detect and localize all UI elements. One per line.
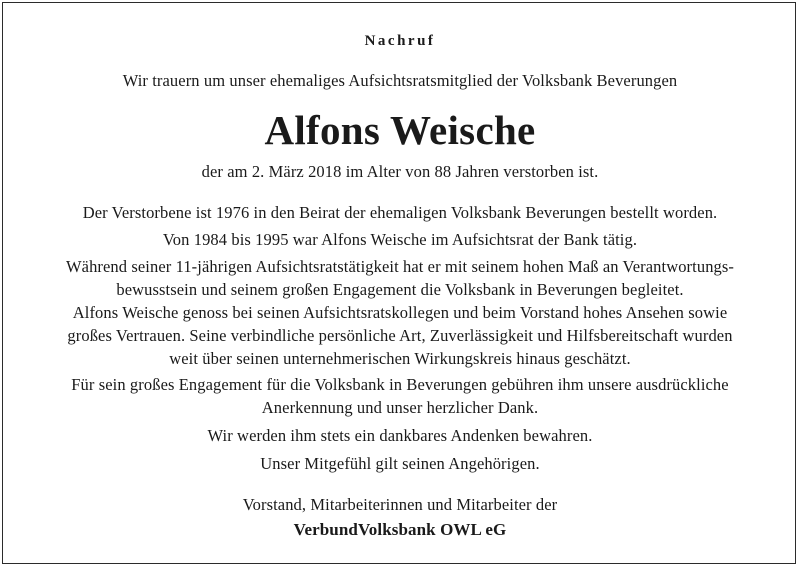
body-line: Von 1984 bis 1995 war Alfons Weische im Aufsichtsrat der Bank tätig.	[162, 230, 638, 249]
deceased-name: Alfons Weische	[264, 107, 536, 153]
organization-name: VerbundVolksbank OWL eG	[293, 520, 507, 539]
body-line: Für sein großes Engagement für die Volksbank in Beverungen gebühren ihm unsere ausdrückliche	[71, 375, 729, 394]
body-line: großes Vertrauen. Seine verbindliche persönliche Art, Zuverlässigkeit und Hilfsbereitschaft wurden	[67, 326, 733, 345]
body-line: Während seiner 11-jährigen Aufsichtsratstätigkeit hat er mit seinem hohen Maß an Verantwortungs-	[65, 257, 735, 276]
body-line: Anerkennung und unser herzlicher Dank.	[261, 398, 539, 417]
intro-text: Wir trauern um unser ehemaliges Aufsichtsratsmitglied der Volksbank Beverungen	[122, 71, 678, 90]
death-date-text: der am 2. März 2018 im Alter von 88 Jahren verstorben ist.	[201, 162, 599, 181]
body-line: Alfons Weische genoss bei seinen Aufsichtsratskollegen und beim Vorstand hohes Ansehen sowie	[72, 303, 728, 322]
body-line: bewusstsein und seinem großen Engagement die Volksbank in Beverungen begleitet.	[116, 280, 684, 299]
notice-heading: Nachruf	[364, 33, 436, 49]
body-line: Wir werden ihm stets ein dankbares Andenken bewahren.	[207, 426, 593, 445]
body-line: weit über seinen unternehmerischen Wirkungskreis hinaus geschätzt.	[169, 349, 631, 368]
body-line: Der Verstorbene ist 1976 in den Beirat der ehemaligen Volksbank Beverungen bestellt worden.	[82, 203, 718, 222]
signature-line: Vorstand, Mitarbeiterinnen und Mitarbeiter der	[242, 495, 558, 514]
body-line: Unser Mitgefühl gilt seinen Angehörigen.	[260, 454, 540, 473]
